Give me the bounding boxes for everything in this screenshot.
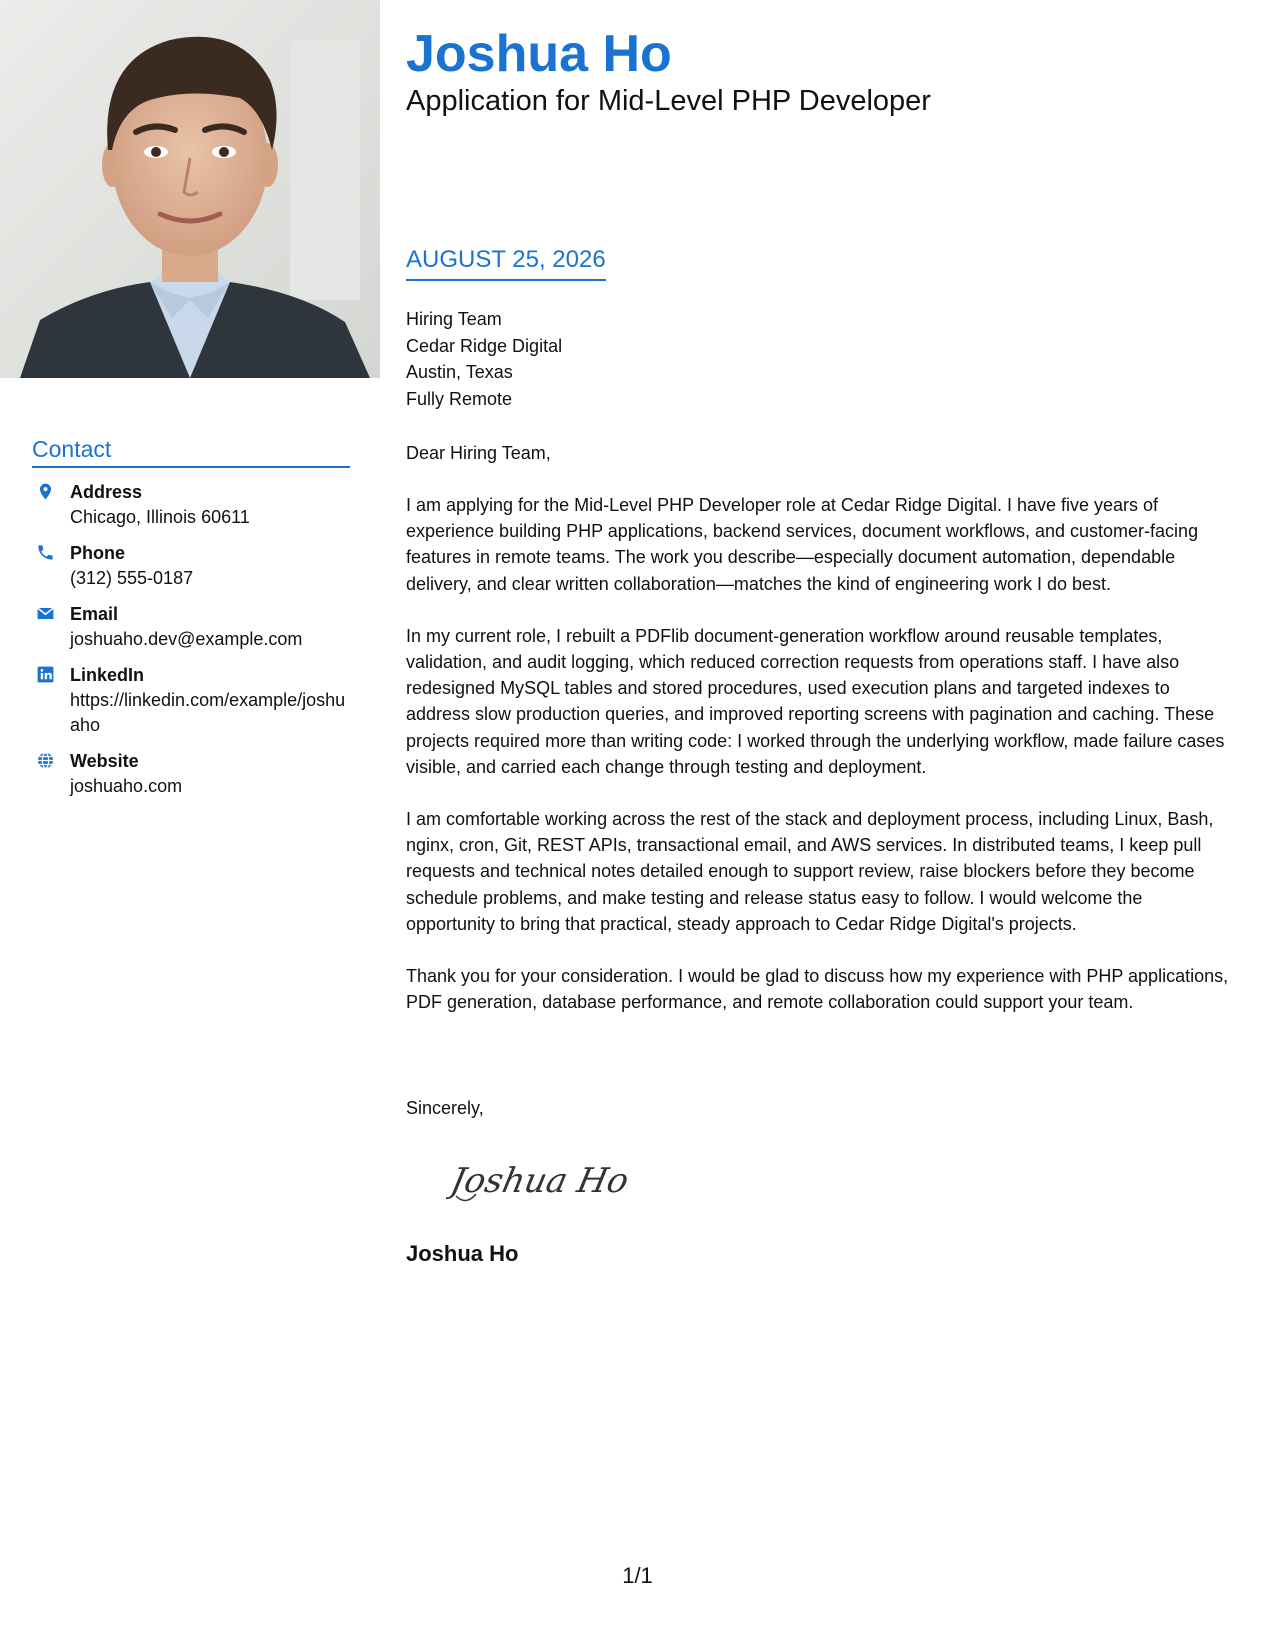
contact-value[interactable]: joshuaho.com <box>70 776 183 796</box>
recipient-line: Austin, Texas <box>406 362 513 382</box>
contact-value[interactable]: https://linkedin.com/example/joshuaho <box>70 690 346 735</box>
body-paragraph: I am applying for the Mid-Level PHP Developer role at Cedar Ridge Digital. I have five years of experience building PHP applications, backend services, document workflows, and customer-facing features in remote teams. The work you describe—especially document automation, dependable delivery, and clear written collaboration—matches the kind of engineering work I do best. <box>406 495 1199 594</box>
letter-body <box>406 440 1236 1041</box>
recipient-line: Cedar Ridge Digital <box>406 335 563 356</box>
contact-value[interactable]: joshuaho.dev@example.com <box>70 629 303 649</box>
location-pin-icon <box>36 482 55 501</box>
body-paragraph: I am comfortable working across the rest of the stack and deployment process, including Linux, Bash, nginx, cron, Git, REST APIs, transactional email, and AWS services. In distributed teams, I keep pull requests and technical notes detailed enough to support review, raise blockers before they become schedule problems, and make testing and release status easy to follow. I would welcome the opportunity to bring that practical, steady approach to Cedar Ridge Digital's projects. <box>406 809 1214 934</box>
body-paragraph: Thank you for your consideration. I would be glad to discuss how my experience with PHP applications, PDF generation, database performance, and remote collaboration could support your team. <box>406 966 1229 1013</box>
linkedin-icon <box>36 665 55 684</box>
closing: Sincerely, <box>406 1098 484 1118</box>
contact-label: Email <box>70 604 119 624</box>
contact-phone <box>32 541 350 591</box>
phone-icon <box>36 543 55 562</box>
letter-date: AUGUST 25, 2026 <box>406 245 606 281</box>
profile-photo <box>0 0 380 378</box>
globe-icon <box>36 751 55 770</box>
application-subtitle: Application for Mid-Level PHP Developer <box>406 85 931 117</box>
page-number: 1/1 <box>622 1563 653 1588</box>
signed-name: Joshua Ho <box>406 1241 519 1266</box>
signature-glyphs: Joshua Ho <box>447 1161 633 1201</box>
email-icon <box>36 604 55 623</box>
contact-email <box>32 602 350 652</box>
contact-website <box>32 749 350 799</box>
contact-label: Address <box>70 482 143 502</box>
contact-value: Chicago, Illinois 60611 <box>70 507 250 527</box>
body-paragraph: In my current role, I rebuilt a PDFlib document-generation workflow around reusable templates, validation, and audit logging, which reduced correction requests from operations staff. I have also redesigned MySQL tables and stored procedures, used execution plans and targeted indexes to address slow production queries, and improved reporting screens with pagination and caching. These projects required more than writing code: I worked through the underlying workflow, made failure cases visible, and carried each change through testing and deployment. <box>406 625 1225 777</box>
greeting: Dear Hiring Team, <box>406 443 551 463</box>
contact-value: (312) 555-0187 <box>70 568 194 588</box>
contact-section <box>32 436 350 810</box>
handwritten-signature <box>446 1150 646 1210</box>
contact-address <box>32 480 350 530</box>
recipient-line: Hiring Team <box>406 309 502 329</box>
contact-label: Phone <box>70 543 126 563</box>
applicant-name: Joshua Ho <box>406 25 672 83</box>
recipient-block <box>406 306 562 412</box>
contact-linkedin <box>32 663 350 738</box>
contact-heading: Contact <box>32 436 350 468</box>
recipient-line: Fully Remote <box>406 388 513 409</box>
contact-label: Website <box>70 751 139 771</box>
contact-label: LinkedIn <box>70 665 145 685</box>
